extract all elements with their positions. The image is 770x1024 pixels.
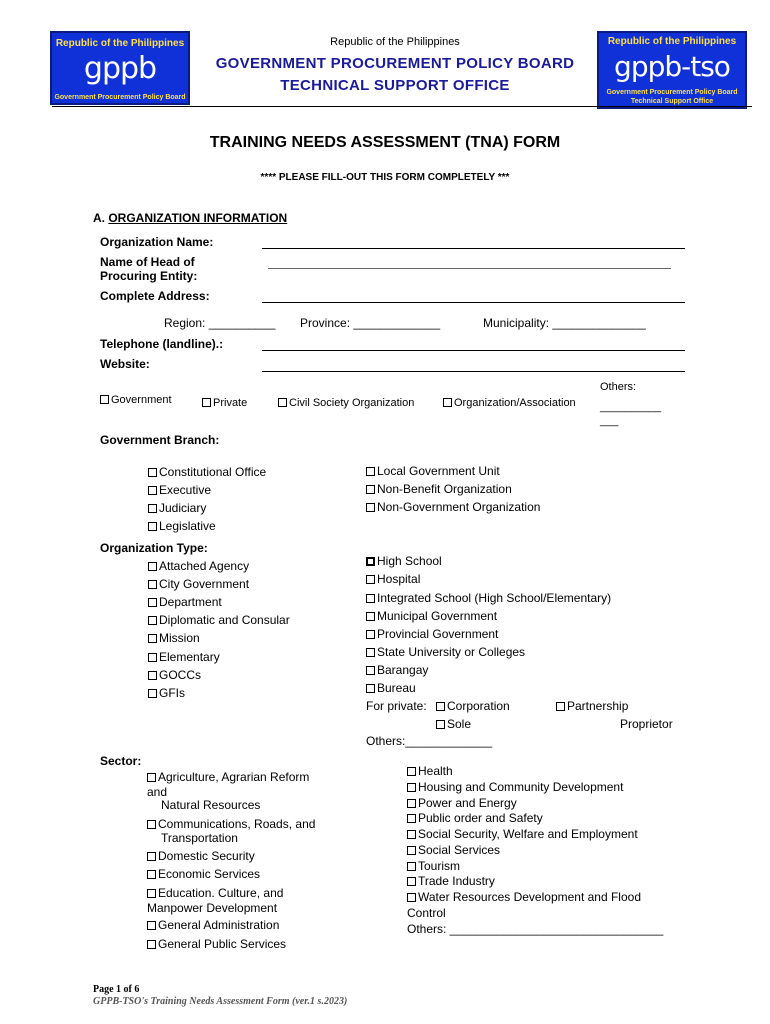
checkbox-icon — [366, 557, 375, 566]
checkbox-icon — [366, 612, 375, 621]
branch-label: Legislative — [159, 519, 216, 533]
checkbox-icon — [148, 671, 157, 680]
sector-option-label: Public order and Safety — [418, 811, 543, 825]
sector-option-label: General Administration — [158, 918, 280, 932]
checkbox-icon — [148, 562, 157, 571]
type-label: Department — [159, 595, 222, 609]
type-bureau[interactable] — [366, 681, 416, 695]
checkbox-icon — [148, 580, 157, 589]
private-corporation[interactable] — [436, 699, 510, 713]
sector-water-cont: Control — [407, 906, 446, 920]
section-a-heading — [93, 211, 287, 225]
type-department[interactable] — [148, 595, 222, 609]
sector-option-label: General Public Services — [158, 937, 287, 951]
sector-option-label: Tourism — [418, 859, 461, 873]
sector-trade[interactable] — [407, 874, 495, 888]
sector-option-label: Agriculture, Agrarian Reform — [158, 770, 310, 784]
category-org-association[interactable] — [443, 396, 576, 410]
sector-communications-cont: Transportation — [161, 831, 238, 845]
type-hospital[interactable] — [366, 572, 420, 586]
type-goccs[interactable] — [148, 668, 201, 682]
type-city-government[interactable] — [148, 577, 249, 591]
type-label: Bureau — [377, 681, 416, 695]
office-name: TECHNICAL SUPPORT OFFICE — [280, 77, 510, 94]
checkbox-icon — [278, 398, 287, 407]
type-label: GFIs — [159, 686, 185, 700]
type-label: Diplomatic and Consular — [159, 613, 290, 627]
head-field[interactable] — [268, 268, 671, 269]
checkbox-icon — [148, 616, 157, 625]
logo-bottom-text-2: Technical Support Office — [630, 98, 714, 105]
province-field[interactable]: Province: _____________ — [300, 316, 441, 330]
sector-option-label: Domestic Security — [158, 849, 255, 863]
checkbox-icon — [366, 684, 375, 693]
sector-option-label: Social Services — [418, 843, 501, 857]
gov-branch-label: Government Branch: — [100, 433, 220, 447]
municipality-field[interactable]: Municipality: ______________ — [483, 316, 646, 330]
section-a-title: ORGANIZATION INFORMATION — [108, 211, 288, 225]
type-label: State University or Colleges — [377, 645, 526, 659]
agency-name: GOVERNMENT PROCUREMENT POLICY BOARD — [215, 55, 575, 72]
category-others-field-cont[interactable]: ___ — [600, 415, 619, 427]
sector-option-label: Trade Industry — [418, 874, 495, 888]
type-integrated-school[interactable] — [366, 591, 611, 605]
type-elementary[interactable] — [148, 650, 220, 664]
sector-option-label: Social Security, Welfare and Employment — [418, 827, 638, 841]
head-label-2: Procuring Entity: — [100, 269, 198, 283]
category-label: Organization/Association — [454, 397, 576, 409]
type-label: Hospital — [377, 572, 421, 586]
sector-option-label: Economic Services — [158, 867, 261, 881]
category-label: Civil Society Organization — [289, 397, 415, 409]
sector-economic[interactable] — [147, 867, 260, 881]
type-label: Barangay — [377, 663, 429, 677]
sector-education-cont: Manpower Development — [147, 901, 278, 915]
checkbox-icon — [407, 846, 416, 855]
sector-agriculture-cont: and — [147, 785, 168, 799]
checkbox-icon — [148, 689, 157, 698]
branch-judiciary[interactable] — [148, 501, 206, 515]
sector-option-label: Health — [418, 764, 453, 778]
sector-power[interactable] — [407, 796, 517, 810]
branch-ngo[interactable] — [366, 500, 540, 514]
sector-water[interactable] — [407, 890, 641, 904]
checkbox-icon — [436, 702, 445, 711]
type-label: Attached Agency — [159, 559, 250, 573]
checkbox-icon — [148, 522, 157, 531]
checkbox-icon — [366, 503, 375, 512]
sector-health[interactable] — [407, 764, 453, 778]
checkbox-icon — [366, 666, 375, 675]
sector-general-admin[interactable] — [147, 918, 279, 932]
sector-agriculture[interactable] — [147, 770, 309, 784]
branch-legislative[interactable] — [148, 519, 216, 533]
branch-label: Non-Government Organization — [377, 500, 541, 514]
sector-agriculture-cont2: Natural Resources — [161, 798, 261, 812]
type-suc[interactable] — [366, 645, 525, 659]
checkbox-icon — [147, 889, 156, 898]
sector-tourism[interactable] — [407, 859, 460, 873]
form-version: GPPB-TSO's Training Needs Assessment Form (ver.1 s.2023) — [93, 996, 348, 1007]
checkbox-icon — [366, 467, 375, 476]
type-gfis[interactable] — [148, 686, 185, 700]
checkbox-icon — [407, 799, 416, 808]
form-title: TRAINING NEEDS ASSESSMENT (TNA) FORM — [209, 134, 561, 151]
branch-label: Local Government Unit — [377, 464, 500, 478]
org-name-field[interactable] — [262, 248, 685, 249]
checkbox-icon — [366, 575, 375, 584]
telephone-field[interactable] — [262, 350, 685, 351]
checkbox-icon — [147, 820, 156, 829]
type-label: Elementary — [159, 650, 220, 664]
private-sole[interactable] — [436, 717, 471, 731]
checkbox-icon — [202, 398, 211, 407]
website-label: Website: — [100, 357, 150, 371]
logo-mark: gppb-tso — [614, 50, 730, 83]
checkbox-icon — [407, 814, 416, 823]
type-label: Mission — [159, 631, 200, 645]
branch-lgu[interactable] — [366, 464, 500, 478]
address-field[interactable] — [262, 302, 685, 303]
logo-bottom-text: Government Procurement Policy Board — [54, 94, 186, 101]
checkbox-icon — [556, 702, 565, 711]
sector-housing[interactable] — [407, 780, 623, 794]
private-option-label: Sole — [447, 717, 472, 731]
checkbox-icon — [148, 486, 157, 495]
sector-option-label: Water Resources Development and Flood — [418, 890, 641, 904]
branch-non-benefit[interactable] — [366, 482, 512, 496]
sector-others-field[interactable]: Others: ________________________________ — [407, 922, 664, 936]
logo-mark: gppb — [83, 51, 157, 86]
branch-executive[interactable] — [148, 483, 211, 497]
address-label: Complete Address: — [100, 289, 210, 303]
type-mission[interactable] — [148, 631, 200, 645]
category-government[interactable] — [100, 393, 172, 407]
type-label: Integrated School (High School/Elementary) — [377, 591, 612, 605]
checkbox-icon — [407, 767, 416, 776]
private-label: For private: — [366, 699, 427, 713]
private-option-label: Corporation — [447, 699, 510, 713]
checkbox-icon — [147, 870, 156, 879]
telephone-label: Telephone (landline).: — [100, 337, 224, 351]
org-name-label: Organization Name: — [100, 235, 214, 249]
checkbox-icon — [407, 783, 416, 792]
type-provincial-government[interactable] — [366, 627, 498, 641]
type-label: GOCCs — [159, 668, 201, 682]
checkbox-icon — [407, 877, 416, 886]
category-private[interactable] — [202, 396, 247, 410]
region-field[interactable]: Region: __________ — [164, 316, 276, 330]
checkbox-icon — [148, 468, 157, 477]
sector-communications[interactable] — [147, 817, 315, 831]
type-municipal-government[interactable] — [366, 609, 497, 623]
sector-domestic-security[interactable] — [147, 849, 255, 863]
type-attached-agency[interactable] — [148, 559, 249, 573]
checkbox-icon — [443, 398, 452, 407]
category-label: Government — [111, 394, 172, 406]
sector-social-security[interactable] — [407, 827, 638, 841]
checkbox-icon — [148, 653, 157, 662]
sector-public-order[interactable] — [407, 811, 543, 825]
gppb-logo — [50, 31, 190, 105]
checkbox-icon — [147, 852, 156, 861]
gppb-tso-logo — [597, 31, 747, 109]
branch-constitutional[interactable] — [148, 465, 266, 479]
checkbox-icon — [148, 504, 157, 513]
private-partnership[interactable] — [556, 699, 628, 713]
checkbox-icon — [148, 598, 157, 607]
checkbox-icon — [407, 830, 416, 839]
checkbox-icon — [366, 648, 375, 657]
category-others-label: Others: — [600, 381, 637, 393]
sector-option-label: Power and Energy — [418, 796, 517, 810]
checkbox-icon — [407, 893, 416, 902]
checkbox-icon — [147, 773, 156, 782]
type-barangay[interactable] — [366, 663, 428, 677]
type-high-school[interactable] — [366, 554, 442, 568]
org-type-label: Organization Type: — [100, 541, 208, 555]
checkbox-icon — [366, 594, 375, 603]
sector-option-label: Housing and Community Development — [418, 780, 624, 794]
checkbox-icon — [147, 940, 156, 949]
sector-label: Sector: — [100, 754, 142, 768]
branch-label: Judiciary — [159, 501, 207, 515]
form-instruction: **** PLEASE FILL-OUT THIS FORM COMPLETELY *** — [260, 172, 510, 183]
sector-education[interactable] — [147, 886, 283, 900]
sector-general-public[interactable] — [147, 937, 286, 951]
type-label: Municipal Government — [377, 609, 498, 623]
logo-bottom-text-1: Government Procurement Policy Board — [606, 89, 738, 96]
checkbox-icon — [366, 630, 375, 639]
org-type-others-field[interactable]: Others:_____________ — [366, 734, 493, 748]
republic-text: Republic of the Philippines — [330, 36, 460, 48]
type-label: Provincial Government — [377, 627, 499, 641]
sector-option-label: Education. Culture, and — [158, 886, 284, 900]
sector-social-services[interactable] — [407, 843, 500, 857]
private-proprietor-label: Proprietor — [620, 717, 673, 731]
checkbox-icon — [407, 862, 416, 871]
header-divider — [52, 106, 752, 107]
type-label: High School — [377, 554, 442, 568]
category-civil-society[interactable] — [278, 396, 414, 410]
page-number: Page 1 of 6 — [93, 984, 140, 995]
type-diplomatic[interactable] — [148, 613, 290, 627]
checkbox-icon — [436, 720, 445, 729]
type-label: City Government — [159, 577, 250, 591]
private-option-label: Partnership — [567, 699, 629, 713]
logo-top-text: Republic of the Philippines — [55, 38, 185, 49]
website-field[interactable] — [262, 371, 685, 372]
head-label-1: Name of Head of — [100, 255, 195, 269]
category-others-field[interactable]: __________ — [600, 401, 662, 413]
logo-top-text: Republic of the Philippines — [607, 36, 737, 47]
sector-option-label: Communications, Roads, and — [158, 817, 316, 831]
checkbox-icon — [100, 395, 109, 404]
checkbox-icon — [366, 485, 375, 494]
branch-label: Executive — [159, 483, 212, 497]
branch-label: Non-Benefit Organization — [377, 482, 512, 496]
checkbox-icon — [147, 921, 156, 930]
checkbox-icon — [148, 634, 157, 643]
category-label: Private — [213, 397, 248, 409]
branch-label: Constitutional Office — [159, 465, 267, 479]
section-a-prefix: A. — [93, 211, 109, 225]
